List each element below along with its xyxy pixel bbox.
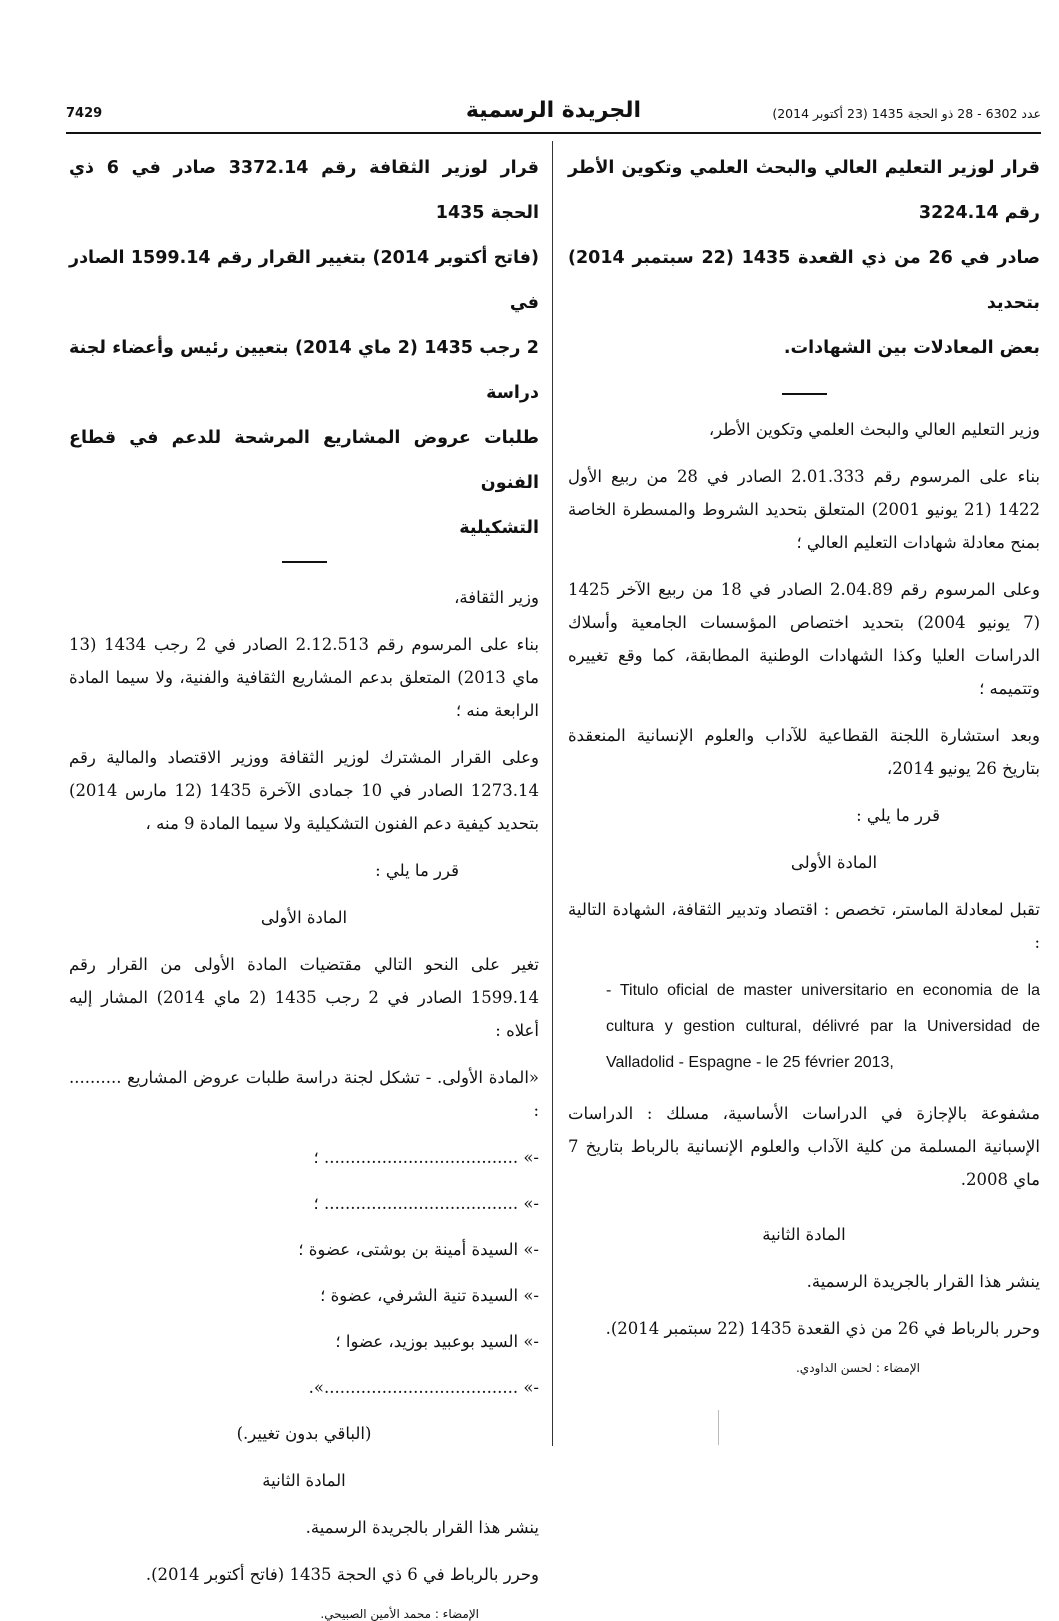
page-number: 7429 xyxy=(66,106,103,121)
article-heading: المادة الأولى xyxy=(260,908,348,927)
paragraph: وعلى المرسوم رقم 2.04.89 الصادر في 18 من ربيع الآخر 1425 (7 يونيو 2004) بتحديد اختصاص المؤسسات الجامعية وأسلاك الدراسات العليا وكذا الشهادات الوطنية المطابقة، كما وقع تغييره وتتميمه ؛ xyxy=(568,580,1041,698)
article-text: مشفوعة بالإجازة في الدراسات الأساسية، مسلك : الدراسات الإسبانية المسلمة من كلية الآداب والعلوم الإنسانية بالرباط بتاريخ 7 ماي 2008. xyxy=(568,1104,1040,1189)
signature: الإمضاء : لحسن الداودي. xyxy=(795,1361,920,1375)
list-item: -» ..................................... ؛ xyxy=(313,1148,539,1167)
scan-mark xyxy=(718,1410,719,1445)
list-item: -» .....................................». xyxy=(308,1378,539,1397)
paragraph: وعلى القرار المشترك لوزير الثقافة ووزير الاقتصاد والمالية رقم 1273.14 الصادر في 10 جمادى الآخرة 1435 (12 مارس 2014) بتحديد كيفية دعم الفنون التشكيلية ولا سيما المادة 9 منه ، xyxy=(69,748,539,833)
decision-title xyxy=(69,146,539,551)
list-item: -» السيدة تنية الشرفي، عضوة ؛ xyxy=(320,1286,539,1305)
closing-text: وحرر بالرباط في 6 ذي الحجة 1435 (فاتح أكتوبر 2014). xyxy=(145,1565,539,1584)
list-item: -» ..................................... ؛ xyxy=(313,1194,539,1213)
signature: الإمضاء : محمد الأمين الصبيحي. xyxy=(320,1607,479,1621)
page-header xyxy=(66,98,1041,132)
decision-title xyxy=(568,146,1040,371)
preamble: وزير التعليم العالي والبحث العلمي وتكوين الأطر، xyxy=(708,420,1040,439)
paragraph: بناء على المرسوم رقم 2.12.513 الصادر في 2 رجب 1434 (13 ماي 2013) المتعلق بدعم المشاريع الثقافية والفنية، ولا سيما المادة الرابعة منه ؛ xyxy=(69,635,540,720)
gazette-title: الجريدة الرسمية xyxy=(465,98,642,123)
issue-info: عدد 6302 - 28 ذو الحجة 1435 (23 أكتوبر 2014) xyxy=(772,106,1041,121)
list-item: -» السيدة أمينة بن بوشتى، عضوة ؛ xyxy=(298,1240,539,1259)
header-rule xyxy=(66,132,1041,134)
members-list xyxy=(69,1141,539,1404)
column-divider xyxy=(552,141,553,1446)
article-heading: المادة الثانية xyxy=(762,1225,846,1244)
quoted-article: «المادة الأولى. - تشكل لجنة دراسة طلبات عروض المشاريع .......... : xyxy=(69,1068,539,1120)
paragraph: بناء على المرسوم رقم 2.01.333 الصادر في 28 من ربيع الأول 1422 (21 يونيو 2001) المتعلق بتحديد الشروط والمسطرة الخاصة بمنح معادلة شهادات التعليم العالي ؛ xyxy=(568,467,1041,552)
article-text: ينشر هذا القرار بالجريدة الرسمية. xyxy=(305,1518,539,1537)
title-line: التشكيلية xyxy=(459,518,539,538)
decided-text: قرر ما يلي : xyxy=(375,861,459,880)
foreign-diploma-text: - Titulo oficial de master universitario en economia de la cultura y gestion cultural, délivré par la Universidad de Valladolid - Espagne - le 25 février 2013, xyxy=(606,982,1040,1071)
remainder-note: (الباقي بدون تغيير.) xyxy=(236,1424,372,1443)
title-line: صادر في 26 من ذي القعدة 1435 (22 سبتمبر 2014) بتحديد xyxy=(568,248,1041,313)
title-line: (فاتح أكتوبر 2014) بتغيير القرار رقم 1599.14 الصادر في xyxy=(69,248,539,313)
title-line: بعض المعادلات بين الشهادات. xyxy=(783,338,1040,358)
article-heading: المادة الثانية xyxy=(262,1471,346,1490)
article-text: تقبل لمعادلة الماستر، تخصص : اقتصاد وتدبير الثقافة، الشهادة التالية : xyxy=(568,900,1040,952)
decision-higher-education xyxy=(568,146,1040,1375)
title-separator xyxy=(782,393,827,395)
title-line: قرار لوزير التعليم العالي والبحث العلمي وتكوين الأطر رقم 3224.14 xyxy=(568,158,1040,223)
title-line: 2 رجب 1435 (2 ماي 2014) بتعيين رئيس وأعضاء لجنة دراسة xyxy=(69,338,539,403)
decided-text: قرر ما يلي : xyxy=(856,806,940,825)
title-line: طلبات عروض المشاريع المرشحة للدعم في قطاع الفنون xyxy=(69,428,539,493)
paragraph: وبعد استشارة اللجنة القطاعية للآداب والعلوم الإنسانية المنعقدة بتاريخ 26 يونيو 2014، xyxy=(568,726,1040,778)
list-item: -» السيد بوعبيد بوزيد، عضوا ؛ xyxy=(335,1332,539,1351)
decision-culture xyxy=(69,146,539,1621)
article-text: تغير على النحو التالي مقتضيات المادة الأولى من القرار رقم 1599.14 الصادر في 2 رجب 1435 (2 ماي 2014) المشار إليه أعلاه : xyxy=(69,955,539,1040)
title-line: قرار لوزير الثقافة رقم 3372.14 صادر في 6 ذي الحجة 1435 xyxy=(69,158,539,223)
closing-text: وحرر بالرباط في 26 من ذي القعدة 1435 (22 سبتمبر 2014). xyxy=(605,1319,1040,1338)
title-separator xyxy=(282,561,327,563)
article-heading: المادة الأولى xyxy=(790,853,878,872)
article-text: ينشر هذا القرار بالجريدة الرسمية. xyxy=(806,1272,1040,1291)
preamble: وزير الثقافة، xyxy=(454,588,539,607)
